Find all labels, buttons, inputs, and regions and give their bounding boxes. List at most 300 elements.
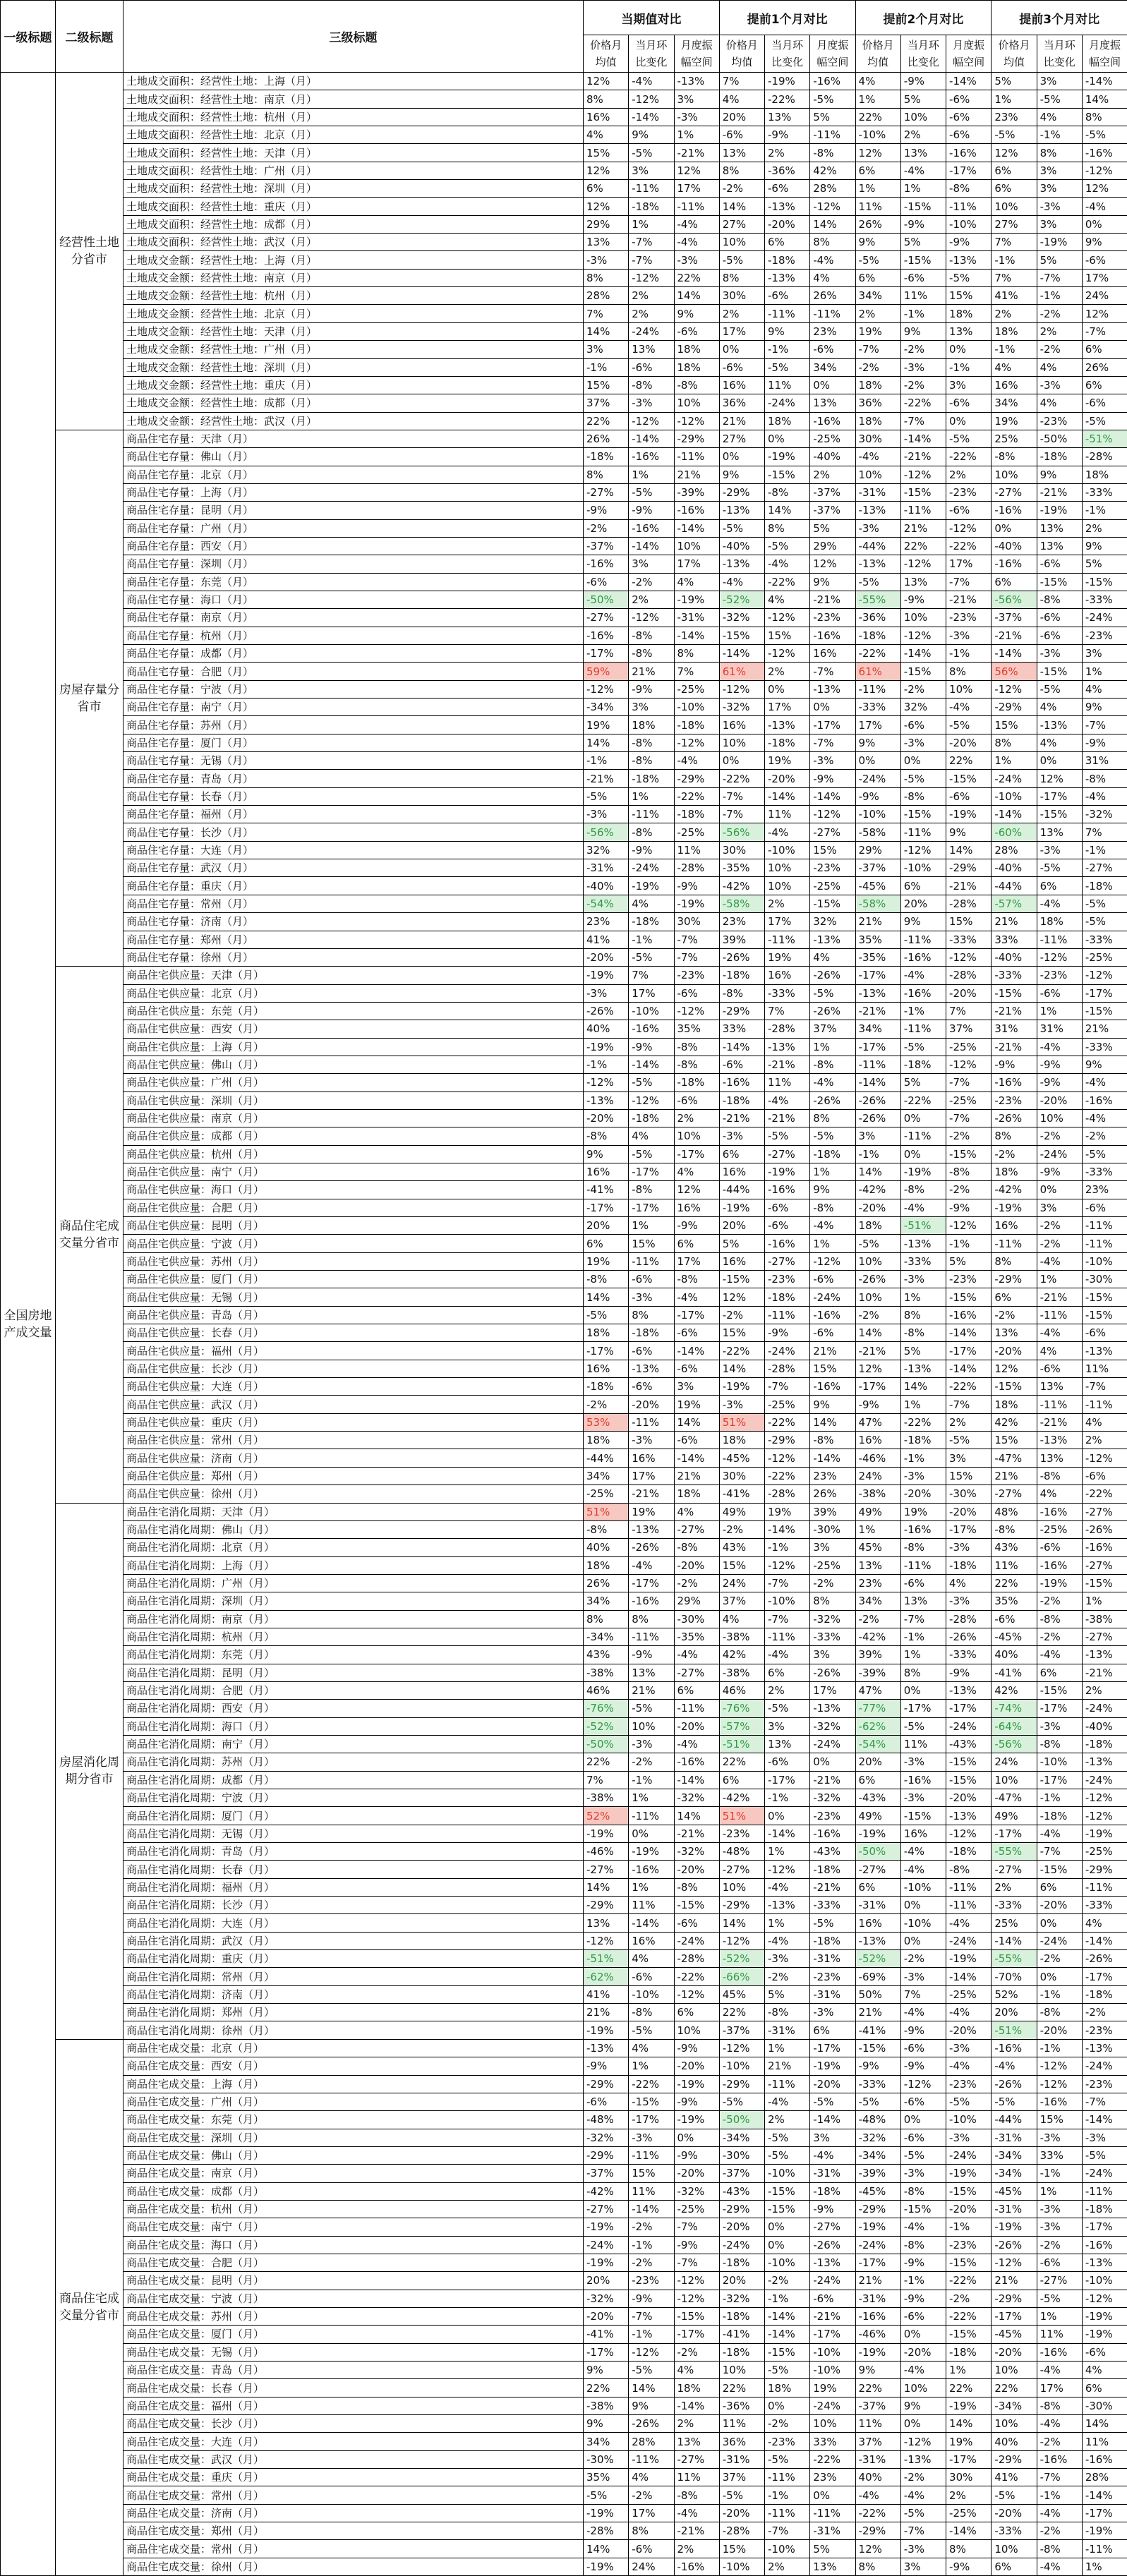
value-cell: 40% <box>992 2433 1037 2450</box>
table-row <box>1 483 1127 501</box>
value-cell: -16% <box>584 555 629 573</box>
row-title: 商品住宅供应量：南宁（月） <box>123 1163 584 1180</box>
value-cell: 33% <box>719 1020 764 1038</box>
row-title: 商品住宅供应量：郑州（月） <box>123 1467 584 1484</box>
value-cell: -34% <box>719 2129 764 2146</box>
row-title: 商品住宅成交量：郑州（月） <box>123 2522 584 2540</box>
row-title: 商品住宅消化周期：苏州（月） <box>123 1753 584 1771</box>
value-cell: 27% <box>719 430 764 447</box>
value-cell: 35% <box>992 1592 1037 1610</box>
table-row <box>1 2004 1127 2021</box>
value-cell: -19% <box>810 2057 855 2075</box>
value-cell: -20% <box>765 215 810 233</box>
value-cell: 11% <box>765 1074 810 1092</box>
value-cell: 9% <box>1082 1056 1127 1073</box>
row-title: 商品住宅供应量：深圳（月） <box>123 1092 584 1109</box>
value-cell: -18% <box>855 627 900 644</box>
value-cell: 8% <box>584 90 629 108</box>
value-cell: 14% <box>946 841 992 859</box>
value-cell: -17% <box>584 1342 629 1360</box>
value-cell: 10% <box>1037 1109 1082 1127</box>
value-cell: -4% <box>1082 1109 1127 1127</box>
value-cell: -3% <box>1037 1717 1082 1735</box>
value-cell: -40% <box>992 859 1037 877</box>
value-cell: -6% <box>584 2093 629 2110</box>
value-cell: -4% <box>855 2486 900 2504</box>
value-cell: 9% <box>1082 699 1127 716</box>
value-cell: 17% <box>855 716 900 734</box>
table-row <box>1 1252 1127 1270</box>
value-cell: 30% <box>855 430 900 447</box>
value-cell: -1% <box>765 1539 810 1556</box>
value-cell: 40% <box>992 1646 1037 1664</box>
value-cell: -10% <box>1082 1252 1127 1270</box>
table-row <box>1 1807 1127 1825</box>
value-cell: 10% <box>900 108 946 126</box>
value-cell: -9% <box>629 841 674 859</box>
value-cell: -44% <box>584 1449 629 1467</box>
value-cell: -1% <box>1037 1985 1082 2003</box>
value-cell: -14% <box>900 645 946 663</box>
value-cell: -9% <box>674 1217 719 1235</box>
value-cell: -10% <box>1082 2272 1127 2290</box>
table-row <box>1 1396 1127 1413</box>
value-cell: -4% <box>855 448 900 466</box>
value-cell: 13% <box>810 2558 855 2575</box>
value-cell: -12% <box>584 1932 629 1949</box>
value-cell: -9% <box>674 2093 719 2110</box>
value-cell: 10% <box>992 1771 1037 1789</box>
table-row <box>1 1127 1127 1145</box>
value-cell: -13% <box>855 984 900 1002</box>
table-row <box>1 841 1127 859</box>
value-cell: -20% <box>992 2343 1037 2361</box>
value-cell: -28% <box>765 1360 810 1377</box>
value-cell: 16% <box>719 716 764 734</box>
table-row <box>1 519 1127 537</box>
value-cell: -5% <box>900 1038 946 1056</box>
value-cell: -27% <box>584 609 629 627</box>
value-cell: -8% <box>992 448 1037 466</box>
value-cell: 16% <box>719 376 764 394</box>
value-cell: -9% <box>900 215 946 233</box>
value-cell: 46% <box>584 1681 629 1699</box>
value-cell: 15% <box>946 287 992 305</box>
value-cell: -19% <box>992 2218 1037 2236</box>
value-cell: -18% <box>810 1861 855 1878</box>
value-cell: 17% <box>1037 2379 1082 2397</box>
value-cell: -8% <box>1037 1735 1082 1753</box>
value-cell: -5% <box>719 2093 764 2110</box>
value-cell: -4% <box>900 1861 946 1878</box>
value-cell: 17% <box>810 1681 855 1699</box>
value-cell: -50% <box>584 591 629 608</box>
value-cell: 18% <box>765 2379 810 2397</box>
value-cell: -27% <box>719 1861 764 1878</box>
value-cell: -6% <box>1082 2343 1127 2361</box>
value-cell: -24% <box>810 1288 855 1306</box>
value-cell: -19% <box>584 1825 629 1842</box>
value-cell: -2% <box>629 2486 674 2504</box>
header-subcol: 月度振幅空间 <box>674 35 719 73</box>
value-cell: -14% <box>765 2307 810 2325</box>
value-cell: -24% <box>1082 2165 1127 2182</box>
value-cell: -11% <box>765 2469 810 2486</box>
row-title: 商品住宅成交量：上海（月） <box>123 2075 584 2093</box>
value-cell: 4% <box>629 2039 674 2057</box>
value-cell: -16% <box>992 555 1037 573</box>
value-cell: -33% <box>810 1897 855 1914</box>
value-cell: 4% <box>1037 1342 1082 1360</box>
row-title: 土地成交金额：经营性土地：成都（月） <box>123 394 584 412</box>
value-cell: 52% <box>584 1807 629 1825</box>
value-cell: -13% <box>629 1520 674 1538</box>
value-cell: 0% <box>1037 1914 1082 1932</box>
value-cell: -29% <box>719 1002 764 1020</box>
value-cell: -7% <box>765 1574 810 1592</box>
value-cell: -12% <box>900 841 946 859</box>
value-cell: -5% <box>1082 1145 1127 1163</box>
value-cell: -30% <box>584 2450 629 2468</box>
value-cell: -5% <box>584 2486 629 2504</box>
value-cell: -18% <box>629 913 674 931</box>
value-cell: -52% <box>584 1717 629 1735</box>
value-cell: -20% <box>946 2200 992 2218</box>
value-cell: 30% <box>719 1467 764 1484</box>
table-row <box>1 1002 1127 1020</box>
value-cell: -13% <box>584 1092 629 1109</box>
table-row <box>1 2200 1127 2218</box>
table-row <box>1 376 1127 394</box>
value-cell: 61% <box>855 663 900 680</box>
value-cell: -41% <box>719 1485 764 1503</box>
value-cell: 7% <box>584 305 629 322</box>
value-cell: -3% <box>900 1968 946 1985</box>
value-cell: 11% <box>1082 2433 1127 2450</box>
value-cell: -18% <box>674 716 719 734</box>
value-cell: -35% <box>855 948 900 966</box>
value-cell: 13% <box>584 234 629 251</box>
value-cell: 4% <box>584 126 629 144</box>
row-title: 商品住宅消化周期：深圳（月） <box>123 1592 584 1610</box>
value-cell: -7% <box>719 806 764 823</box>
value-cell: -25% <box>946 1985 992 2003</box>
value-cell: -3% <box>674 108 719 126</box>
value-cell: 8% <box>992 1127 1037 1145</box>
row-title: 商品住宅供应量：昆明（月） <box>123 1217 584 1235</box>
value-cell: 14% <box>674 1413 719 1431</box>
value-cell: 22% <box>946 752 992 770</box>
value-cell: -24% <box>810 2272 855 2290</box>
row-title: 商品住宅成交量：昆明（月） <box>123 2272 584 2290</box>
value-cell: 7% <box>584 1771 629 1789</box>
value-cell: -3% <box>719 1127 764 1145</box>
value-cell: -19% <box>855 1825 900 1842</box>
value-cell: 3% <box>900 2558 946 2575</box>
value-cell: -13% <box>765 1897 810 1914</box>
value-cell: -10% <box>629 1002 674 1020</box>
value-cell: 7% <box>992 269 1037 286</box>
table-row <box>1 2522 1127 2540</box>
value-cell: -10% <box>719 2558 764 2575</box>
value-cell: -14% <box>629 1914 674 1932</box>
value-cell: 13% <box>1037 1449 1082 1467</box>
value-cell: -21% <box>719 1109 764 1127</box>
value-cell: -6% <box>1037 609 1082 627</box>
value-cell: -1% <box>765 1789 810 1807</box>
value-cell: -12% <box>674 1985 719 2003</box>
table-row <box>1 2111 1127 2129</box>
value-cell: -18% <box>1082 877 1127 895</box>
value-cell: 15% <box>946 913 992 931</box>
value-cell: 6% <box>1037 1664 1082 1681</box>
value-cell: -24% <box>765 1342 810 1360</box>
value-cell: -18% <box>946 1556 992 1574</box>
value-cell: -5% <box>855 1235 900 1252</box>
value-cell: -10% <box>900 1914 946 1932</box>
value-cell: 21% <box>765 2057 810 2075</box>
value-cell: -20% <box>946 1503 992 1520</box>
value-cell: -2% <box>1037 2522 1082 2540</box>
table-row <box>1 1628 1127 1645</box>
table-row <box>1 1771 1127 1789</box>
value-cell: -6% <box>1037 1360 1082 1377</box>
value-cell: -13% <box>810 1700 855 1717</box>
value-cell: -36% <box>719 2397 764 2414</box>
row-title: 商品住宅消化周期：广州（月） <box>123 1574 584 1592</box>
value-cell: -3% <box>946 627 992 644</box>
row-title: 商品住宅存量：东莞（月） <box>123 573 584 591</box>
value-cell: -26% <box>992 2075 1037 2093</box>
value-cell: -6% <box>674 1432 719 1449</box>
value-cell: -33% <box>946 1646 992 1664</box>
value-cell: 3% <box>1037 215 1082 233</box>
value-cell: -11% <box>900 931 946 948</box>
table-row <box>1 1664 1127 1681</box>
value-cell: -20% <box>900 1485 946 1503</box>
value-cell: 34% <box>810 358 855 376</box>
value-cell: -13% <box>1082 2039 1127 2057</box>
level1-label: 全国房地产成交量 <box>1 73 56 2576</box>
value-cell: -21% <box>992 1002 1037 1020</box>
value-cell: -8% <box>719 984 764 1002</box>
value-cell: -7% <box>946 573 992 591</box>
table-row <box>1 1199 1127 1216</box>
table-row <box>1 537 1127 555</box>
value-cell: -19% <box>946 2397 992 2414</box>
value-cell: -1% <box>855 1145 900 1163</box>
value-cell: -5% <box>765 1127 810 1145</box>
value-cell: 13% <box>584 1914 629 1932</box>
value-cell: 11% <box>855 2415 900 2433</box>
value-cell: -8% <box>674 1056 719 1073</box>
value-cell: 13% <box>900 144 946 162</box>
table-row <box>1 73 1127 90</box>
table-row <box>1 752 1127 770</box>
value-cell: 9% <box>946 823 992 841</box>
value-cell: 7% <box>946 1002 992 1020</box>
value-cell: -11% <box>810 305 855 322</box>
value-cell: -14% <box>810 2111 855 2129</box>
value-cell: -11% <box>629 1628 674 1645</box>
value-cell: -17% <box>946 1700 992 1717</box>
value-cell: -12% <box>674 734 719 751</box>
value-cell: 42% <box>992 1681 1037 1699</box>
value-cell: -10% <box>765 2540 810 2558</box>
row-title: 商品住宅供应量：上海（月） <box>123 1038 584 1056</box>
table-row <box>1 2021 1127 2039</box>
value-cell: 20% <box>719 108 764 126</box>
value-cell: -27% <box>855 1861 900 1878</box>
table-row <box>1 1539 1127 1556</box>
value-cell: -6% <box>900 2093 946 2110</box>
table-row <box>1 287 1127 305</box>
value-cell: -22% <box>946 448 992 466</box>
value-cell: 16% <box>629 1449 674 1467</box>
value-cell: 39% <box>719 931 764 948</box>
value-cell: 4% <box>765 591 810 608</box>
value-cell: -56% <box>992 591 1037 608</box>
value-cell: -14% <box>946 73 992 90</box>
value-cell: 8% <box>946 2540 992 2558</box>
value-cell: 5% <box>1037 251 1082 269</box>
value-cell: -12% <box>629 90 674 108</box>
value-cell: -51% <box>900 1217 946 1235</box>
value-cell: -11% <box>810 2504 855 2522</box>
value-cell: -3% <box>765 1950 810 1968</box>
table-row <box>1 1074 1127 1092</box>
value-cell: -8% <box>1037 1610 1082 1628</box>
value-cell: 16% <box>629 1932 674 1949</box>
table-row <box>1 2504 1127 2522</box>
value-cell: -1% <box>584 752 629 770</box>
value-cell: -4% <box>765 2093 810 2110</box>
value-cell: 0% <box>810 2486 855 2504</box>
value-cell: -6% <box>1082 394 1127 412</box>
value-cell: -17% <box>946 1520 992 1538</box>
value-cell: 9% <box>900 322 946 340</box>
table-row <box>1 1753 1127 1771</box>
value-cell: 3% <box>1037 1199 1082 1216</box>
row-title: 土地成交面积：经营性土地：重庆（月） <box>123 198 584 215</box>
value-cell: -5% <box>855 251 900 269</box>
header-group-3m: 提前3个月对比 <box>992 1 1127 35</box>
value-cell: -22% <box>765 1467 810 1484</box>
value-cell: 1% <box>765 1843 810 1861</box>
value-cell: -8% <box>810 1199 855 1216</box>
row-title: 商品住宅消化周期：福州（月） <box>123 1878 584 1896</box>
value-cell: -6% <box>629 2540 674 2558</box>
value-cell: -27% <box>765 1145 810 1163</box>
value-cell: -6% <box>765 180 810 198</box>
value-cell: 20% <box>719 1217 764 1235</box>
value-cell: -8% <box>584 1271 629 1288</box>
value-cell: -5% <box>946 430 992 447</box>
value-cell: -54% <box>584 895 629 912</box>
value-cell: -4% <box>900 2362 946 2379</box>
value-cell: -15% <box>674 2307 719 2325</box>
value-cell: 23% <box>992 108 1037 126</box>
value-cell: -8% <box>810 1056 855 1073</box>
value-cell: 10% <box>855 1288 900 1306</box>
header-level3: 三级标题 <box>123 1 584 73</box>
value-cell: 22% <box>855 2379 900 2397</box>
table-row <box>1 1306 1127 1324</box>
value-cell: -6% <box>765 287 810 305</box>
value-cell: -10% <box>810 2343 855 2361</box>
value-cell: -7% <box>946 1109 992 1127</box>
value-cell: 13% <box>855 1556 900 1574</box>
value-cell: -1% <box>900 1449 946 1467</box>
value-cell: 22% <box>946 2379 992 2397</box>
value-cell: -29% <box>719 2075 764 2093</box>
value-cell: -6% <box>900 1574 946 1592</box>
value-cell: 45% <box>855 1539 900 1556</box>
value-cell: -23% <box>1037 412 1082 430</box>
value-cell: 10% <box>855 1252 900 1270</box>
value-cell: 4% <box>1082 1914 1127 1932</box>
value-cell: -20% <box>992 2504 1037 2522</box>
value-cell: -1% <box>584 1056 629 1073</box>
value-cell: -12% <box>1082 1449 1127 1467</box>
value-cell: -12% <box>900 466 946 483</box>
value-cell: -9% <box>629 1038 674 1056</box>
row-title: 商品住宅供应量：青岛（月） <box>123 1306 584 1324</box>
value-cell: -18% <box>629 1109 674 1127</box>
value-cell: 37% <box>946 1020 992 1038</box>
value-cell: -12% <box>674 2290 719 2307</box>
value-cell: -15% <box>900 663 946 680</box>
value-cell: -8% <box>900 2182 946 2200</box>
value-cell: -16% <box>946 1306 992 1324</box>
value-cell: -5% <box>629 1700 674 1717</box>
table-row <box>1 1985 1127 2003</box>
value-cell: -31% <box>810 2165 855 2182</box>
value-cell: -19% <box>765 1163 810 1180</box>
value-cell: -27% <box>992 483 1037 501</box>
value-cell: 0% <box>1082 215 1127 233</box>
value-cell: 6% <box>1082 376 1127 394</box>
value-cell: -54% <box>855 1735 900 1753</box>
value-cell: -27% <box>584 483 629 501</box>
value-cell: 18% <box>629 716 674 734</box>
value-cell: 51% <box>719 1413 764 1431</box>
header-subcol: 价格月均值 <box>719 35 764 73</box>
table-row <box>1 1432 1127 1449</box>
row-title: 商品住宅供应量：济南（月） <box>123 1449 584 1467</box>
table-row <box>1 1342 1127 1360</box>
table-row <box>1 555 1127 573</box>
value-cell: 39% <box>855 1646 900 1664</box>
value-cell: 9% <box>584 1145 629 1163</box>
value-cell: 9% <box>810 1181 855 1199</box>
value-cell: -18% <box>584 448 629 466</box>
value-cell: -17% <box>584 645 629 663</box>
table-row <box>1 591 1127 608</box>
table-row <box>1 2450 1127 2468</box>
value-cell: 1% <box>1037 2182 1082 2200</box>
value-cell: -5% <box>1082 412 1127 430</box>
value-cell: -7% <box>674 948 719 966</box>
value-cell: -22% <box>900 1413 946 1431</box>
row-title: 土地成交面积：经营性土地：北京（月） <box>123 126 584 144</box>
value-cell: -22% <box>946 1378 992 1396</box>
value-cell: -22% <box>674 1968 719 1985</box>
value-cell: -10% <box>900 859 946 877</box>
value-cell: 49% <box>992 1807 1037 1825</box>
value-cell: 0% <box>900 1897 946 1914</box>
value-cell: 0% <box>900 1145 946 1163</box>
